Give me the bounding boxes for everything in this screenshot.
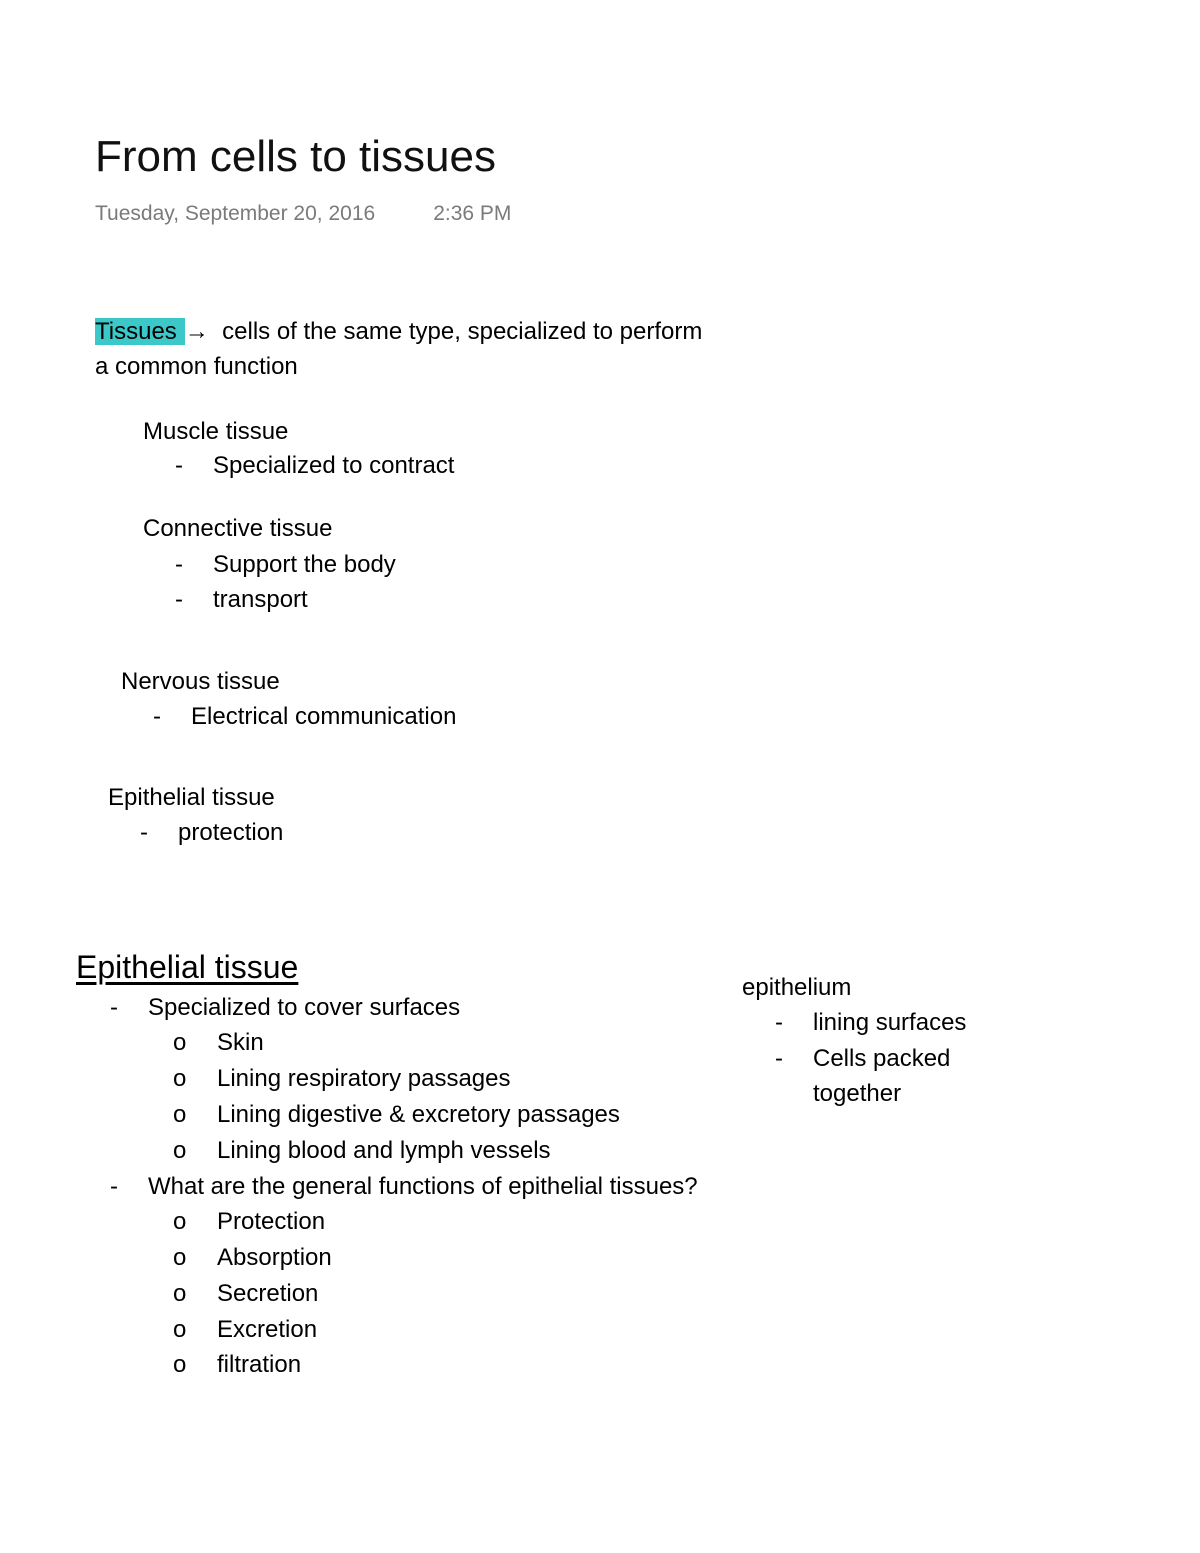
dash-bullet: - [153,703,161,730]
sub-list-item [173,1347,301,1382]
list-item-text: Skin [217,1029,264,1056]
dash-bullet: - [175,452,183,479]
sub-list-item [173,1204,325,1239]
circle-bullet: o [173,1137,187,1164]
sub-list-item [173,1133,551,1168]
list-item-text: Absorption [217,1244,332,1271]
page-time: 2:36 PM [433,202,512,225]
arrow-glyph: → [184,318,209,345]
connective-tissue-heading: Connective tissue [143,515,333,542]
intro-line-2: a common function [95,353,298,380]
list-item-text: Lining respiratory passages [217,1065,511,1092]
page-title: From cells to tissues [95,132,496,181]
list-item [140,815,283,850]
circle-bullet: o [173,1316,187,1343]
sub-list-item [173,1025,264,1060]
side-note-title: epithelium [742,974,852,1001]
circle-bullet: o [173,1029,187,1056]
list-item-text: Lining digestive & excretory passages [217,1101,620,1128]
side-note-item [775,1041,950,1076]
list-item-text: What are the general functions of epithelial tissues? [148,1173,698,1200]
dash-bullet: - [775,1045,783,1072]
list-item-text: Specialized to cover surfaces [148,994,461,1021]
circle-bullet: o [173,1280,187,1307]
list-item-text: Lining blood and lymph vessels [217,1137,551,1164]
sub-list-item [173,1097,620,1132]
page-date: Tuesday, September 20, 2016 [95,202,376,225]
sub-list-item [173,1240,332,1275]
side-note-item [775,1005,966,1040]
dash-bullet: - [110,994,118,1021]
list-item-text: transport [213,586,308,613]
list-item [110,990,460,1025]
list-item-text: Protection [217,1208,326,1235]
circle-bullet: o [173,1351,187,1378]
section-heading: Epithelial tissue [76,949,299,985]
intro-definition: cells of the same type, specialized to perform [222,318,703,345]
list-item-text: Cells packed [813,1045,951,1072]
sub-list-item [173,1061,511,1096]
page-dateline [95,202,511,226]
circle-bullet: o [173,1244,187,1271]
dash-bullet: - [110,1173,118,1200]
dash-bullet: - [140,819,148,846]
sub-list-item [173,1312,317,1347]
list-item-text: Secretion [217,1280,319,1307]
nervous-tissue-heading: Nervous tissue [121,668,280,695]
circle-bullet: o [173,1065,187,1092]
epithelial-tissue-heading: Epithelial tissue [108,784,275,811]
list-item [175,547,396,582]
list-item-text: Electrical communication [191,703,457,730]
dash-bullet: - [175,551,183,578]
list-item-text: filtration [217,1351,302,1378]
circle-bullet: o [173,1101,187,1128]
dash-bullet: - [175,586,183,613]
list-item [175,448,454,483]
list-item-text: Excretion [217,1316,318,1343]
side-note-item-continuation: together [813,1080,902,1107]
list-item [175,582,308,617]
list-item-text: lining surfaces [813,1009,967,1036]
list-item [110,1169,698,1204]
list-item-text: Support the body [213,551,396,578]
intro-line-1 [95,314,702,349]
dash-bullet: - [775,1009,783,1036]
muscle-tissue-heading: Muscle tissue [143,418,289,445]
circle-bullet: o [173,1208,187,1235]
list-item-text: Specialized to contract [213,452,455,479]
list-item-text: protection [178,819,284,846]
list-item [153,699,456,734]
highlighted-term: Tissues [95,318,185,345]
sub-list-item [173,1276,318,1311]
